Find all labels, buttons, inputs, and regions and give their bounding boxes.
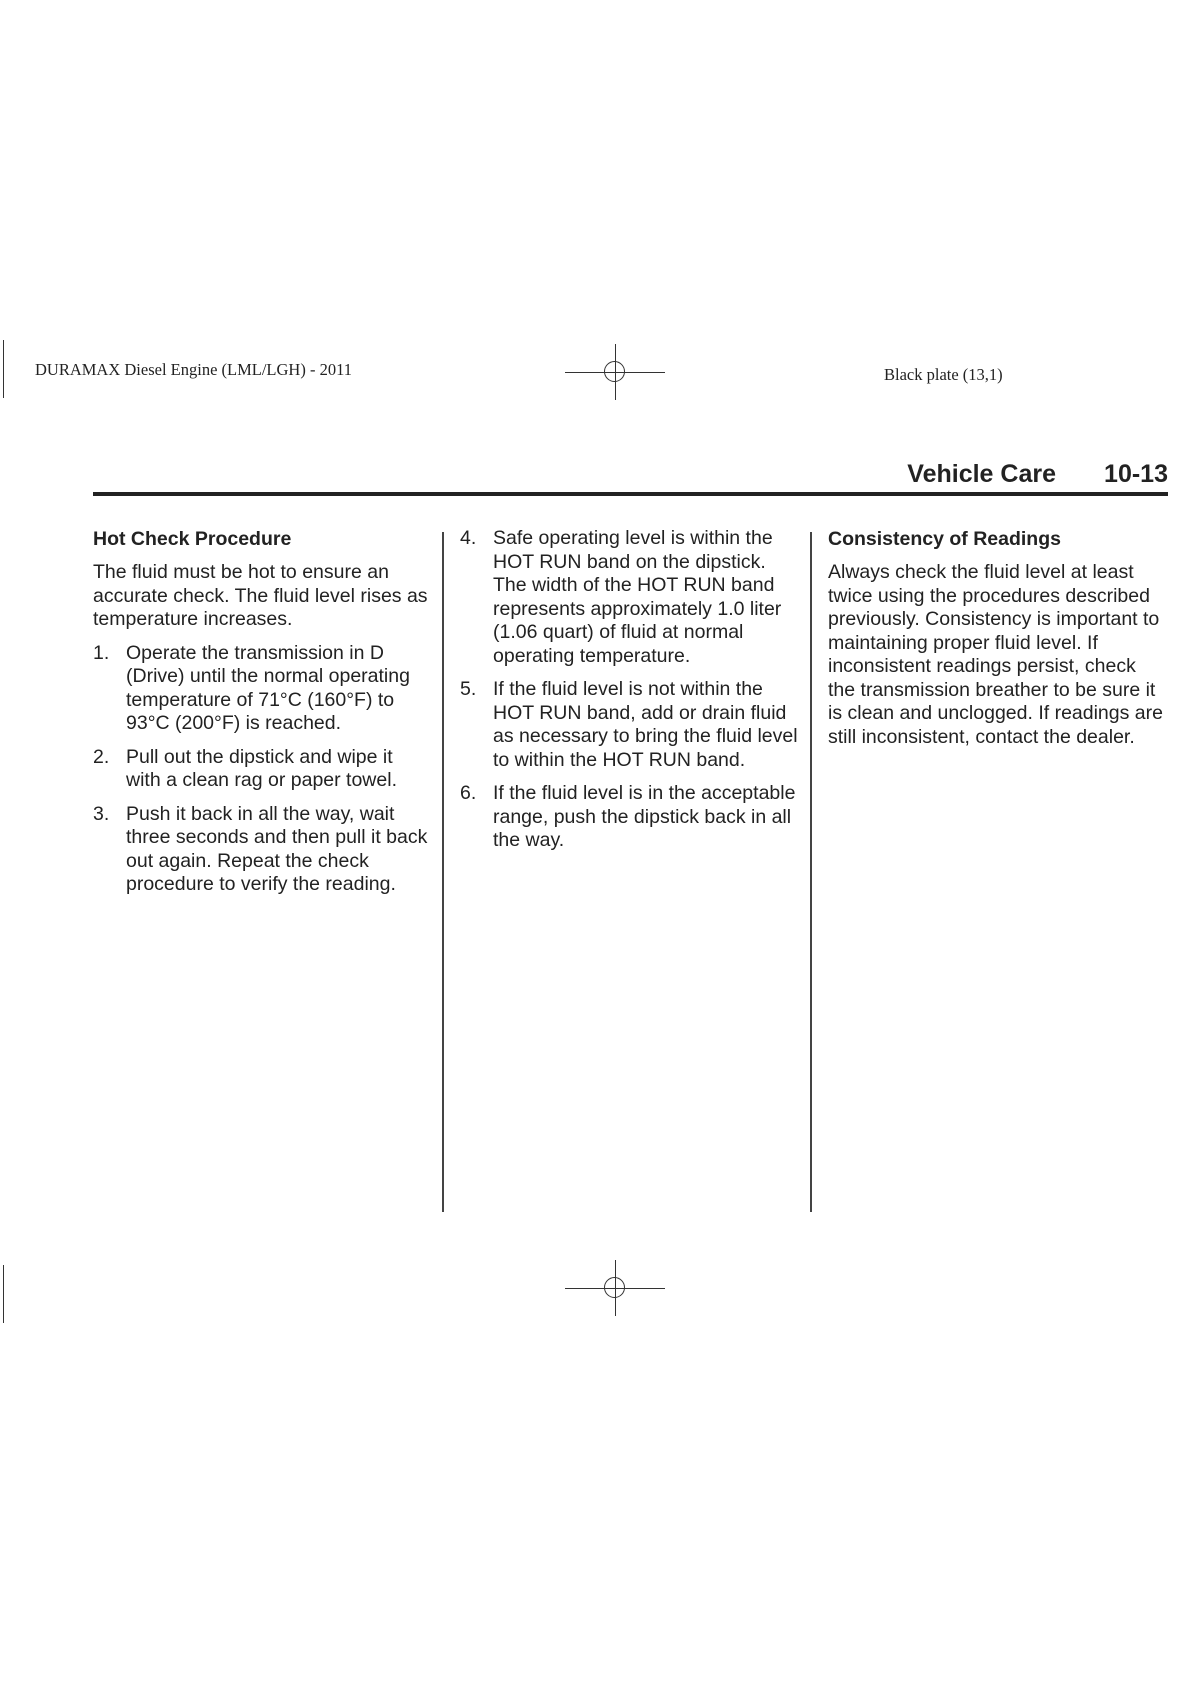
consistency-body: Always check the fluid level at least twice using the procedures described previously. Consistency is important to maintaining proper fluid level. If inconsistent readings persist, check the transmission breather to be sure it is clean and unclogged. If readings are still inconsistent, contact the dealer. (828, 561, 1163, 748)
list-item (93, 746, 428, 793)
hot-check-heading: Hot Check Procedure (93, 528, 292, 550)
registration-mark-top (565, 344, 665, 400)
list-item (93, 803, 428, 897)
registration-mark-bottom (565, 1260, 665, 1316)
list-item (460, 782, 800, 853)
section-title: Vehicle Care (907, 460, 1056, 488)
step-number: 1. (93, 641, 110, 664)
consistency-heading: Consistency of Readings (828, 528, 1061, 550)
list-item (460, 678, 800, 772)
left-column (93, 527, 428, 907)
step-number: 5. (460, 678, 477, 700)
step-number: 2. (93, 745, 110, 768)
crop-mark-top-left (3, 340, 4, 398)
hot-check-intro: The fluid must be hot to ensure an accurate check. The fluid level rises as temperature increases. (93, 561, 428, 630)
step-text: If the fluid level is in the acceptable range, push the dipstick back in all the way. (493, 782, 796, 851)
list-item (93, 642, 428, 736)
page-header (93, 450, 1168, 496)
step-number: 6. (460, 782, 477, 804)
plate-model-text: DURAMAX Diesel Engine (LML/LGH) - 2011 (35, 360, 352, 379)
step-text: Pull out the dipstick and wipe it with a clean rag or paper towel. (126, 745, 397, 791)
step-number: 3. (93, 802, 110, 825)
step-text: If the fluid level is not within the HOT RUN band, add or drain fluid as necessary to bring the fluid level to within the HOT RUN band. (493, 678, 798, 771)
right-column (828, 527, 1168, 759)
middle-column (460, 527, 800, 863)
step-text: Operate the transmission in D (Drive) until the normal operating temperature of 71°C (160°F) to 93°C (200°F) is reached. (126, 641, 410, 734)
page-number: 10-13 (1104, 460, 1168, 488)
list-item (460, 527, 800, 668)
column-divider-1 (442, 532, 444, 1212)
step-text: Safe operating level is within the HOT RUN band on the dipstick. The width of the HOT RUN band represents approximately 1.0 liter (1.06 quart) of fluid at normal operating temperature. (493, 527, 782, 667)
column-divider-2 (810, 532, 812, 1212)
step-number: 4. (460, 527, 477, 549)
plate-number-text: Black plate (13,1) (884, 365, 1003, 384)
step-text: Push it back in all the way, wait three seconds and then pull it back out again. Repeat the check procedure to verify the reading. (126, 802, 428, 895)
crop-mark-bottom-left (3, 1265, 4, 1323)
